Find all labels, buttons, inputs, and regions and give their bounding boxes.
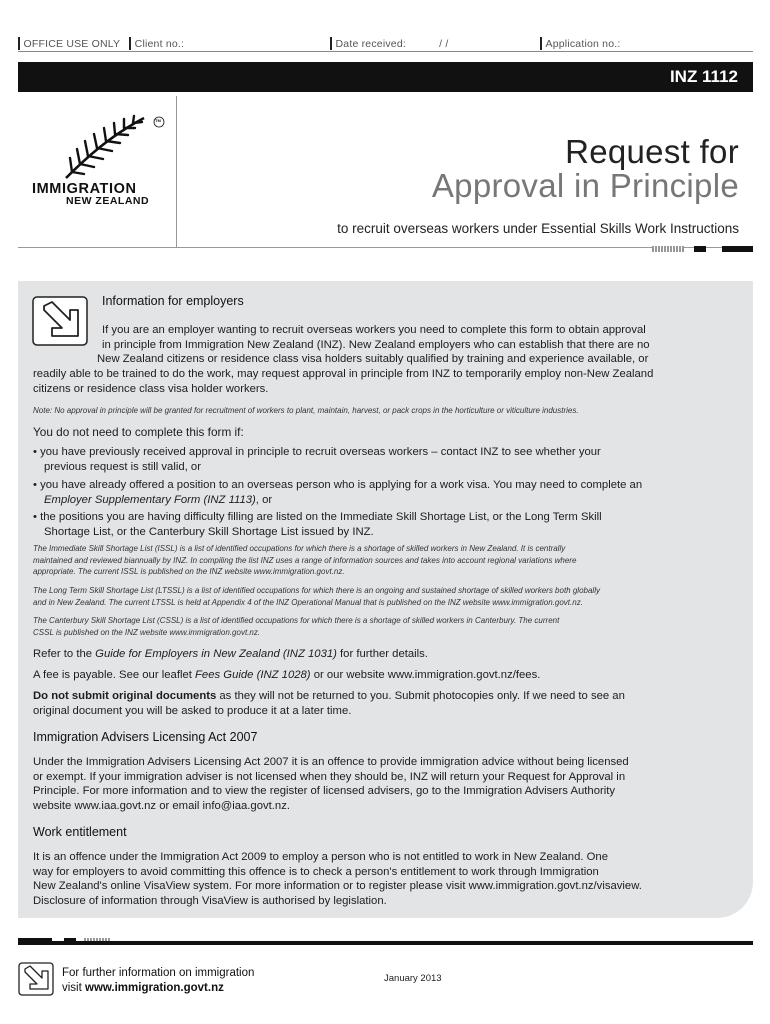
intro-paragraph: If you are an employer wanting to recruit overseas workers you need to complete this form to obtain approval in principle from Immigration New Zealand (INZ). New Zealand employers who can establish that there are no [102,324,650,351]
bullet-item: • the positions you are having difficulty filling are listed on the Immediate Skill Shortage List, or the Long Term Skill Shortage List, or the Canterbury Skill Shortage List issued by INZ. [33,511,602,538]
logo-new-zealand: NEW ZEALAND [66,195,150,207]
office-use-label: OFFICE USE ONLY [23,38,121,50]
info-heading: Information for employers [102,294,244,308]
advisers-paragraph: Under the Immigration Advisers Licensing Act 2007 it is an offence to provide immigration advice without being licensed or exempt. If your immigration adviser is not licensed when they should be, INZ will return your Request for Approval in Principle. For more information and to view the register of licensed advisers, go to the Immigration Advisers Authority website www.iaa.govt.nz or email info@iaa.govt.nz. [33,756,629,812]
client-no-field[interactable]: Client no.: [134,38,185,50]
not-needed-heading: You do not need to complete this form if: [33,425,244,439]
silver-fern-logo-icon [58,112,168,184]
original-documents-text: Do not submit original documents as they will not be returned to you. Submit photocopies only. If we need to see an original document you will be asked to produce it at a later time. [33,690,625,717]
footer-info: For further information on immigration visit www.immigration.govt.nz [62,967,255,994]
cssl-note: The Canterbury Skill Shortage List (CSSL) is a list of identified occupations for which there is a shortage of skilled workers in Canterbury. The current CSSL is published on the INZ website www.immigration.govt.nz. [33,616,560,637]
date-received-label: Date received: [335,38,407,50]
application-no-field[interactable] [540,37,621,50]
title-line-1: Request for [565,133,739,170]
work-entitlement-heading: Work entitlement [33,825,127,839]
logo-immigration: IMMIGRATION [32,181,137,197]
issl-note: The Immediate Skill Shortage List (ISSL) is a list of identified occupations for which there is a shortage of skilled workers in New Zealand. It is centrally maintained and reviewed biannually by INZ. In compiling the list INZ uses a range of information sources and takes into account regional variations where appropriate. The current ISSL is published on the INZ website www.immigration.govt.nz. [33,544,577,576]
footer-rule [18,941,753,945]
footer-date: January 2013 [384,973,442,984]
advisers-heading: Immigration Advisers Licensing Act 2007 [33,730,258,744]
office-use-underline [18,51,753,52]
title-line-2: Approval in Principle [431,167,739,204]
decorative-mark [652,246,684,252]
office-use-strip [18,37,184,50]
date-slashes: / / [439,38,449,50]
decorative-mark [694,246,706,252]
form-code: INZ 1112 [669,67,738,86]
arrow-down-right-icon [32,296,88,346]
application-no-label: Application no.: [545,38,621,50]
header-horizontal-divider [18,247,753,248]
decorative-mark [722,246,753,252]
trademark-label: TM [155,118,161,123]
intro-line-3: New Zealand citizens or residence class visa holders suitably qualified by training and experience available, or [97,353,649,365]
work-entitlement-paragraph: It is an offence under the Immigration Act 2009 to employ a person who is not entitled to work in New Zealand. One way for employers to avoid committing this offence is to check a person's entitlement to work through Immigration New Zealand's online VisaView system. For more information or to register please visit www.immigration.govt.nz/visaview. Disclosure of information through VisaView is authorised by legislation. [33,851,642,907]
intro-lines-4-5: readily able to be trained to do the work, may request approval in principle from INZ to temporarily employ non-New Zealand citizens or residence class visa holder workers. [33,368,654,395]
fee-text: A fee is payable. See our leaflet Fees Guide (INZ 1028) or our website www.immigration.govt.nz/fees. [33,669,541,681]
refer-guide-text: Refer to the Guide for Employers in New Zealand (INZ 1031) for further details. [33,648,428,660]
bullet-item: • you have previously received approval in principle to recruit overseas workers – contact INZ to see whether your previous request is still valid, or [33,446,601,473]
subtitle: to recruit overseas workers under Essential Skills Work Instructions [337,221,739,236]
ltssl-note: The Long Term Skill Shortage List (LTSSL) is a list of identified occupations for which there is an ongoing and sustained shortage of skilled workers both globally and in New Zealand. The current LTSSL is held at Appendix 4 of the INZ Operational Manual that is published on the INZ website www.immigration.govt.nz. [33,586,600,607]
note-text: Note: No approval in principle will be granted for recruitment of workers to plant, maintain, harvest, or pack crops in the horticulture or viticulture industries. [33,406,579,415]
arrow-down-right-icon [18,962,54,996]
bullet-item: • you have already offered a position to an overseas person who is applying for a work visa. You may need to complete an Employer Supplementary Form (INZ 1113), or [33,479,643,506]
date-received-field[interactable] [330,37,449,50]
header-vertical-divider [176,96,177,248]
header-banner [18,62,753,92]
website-link[interactable]: www.immigration.govt.nz [85,982,224,994]
